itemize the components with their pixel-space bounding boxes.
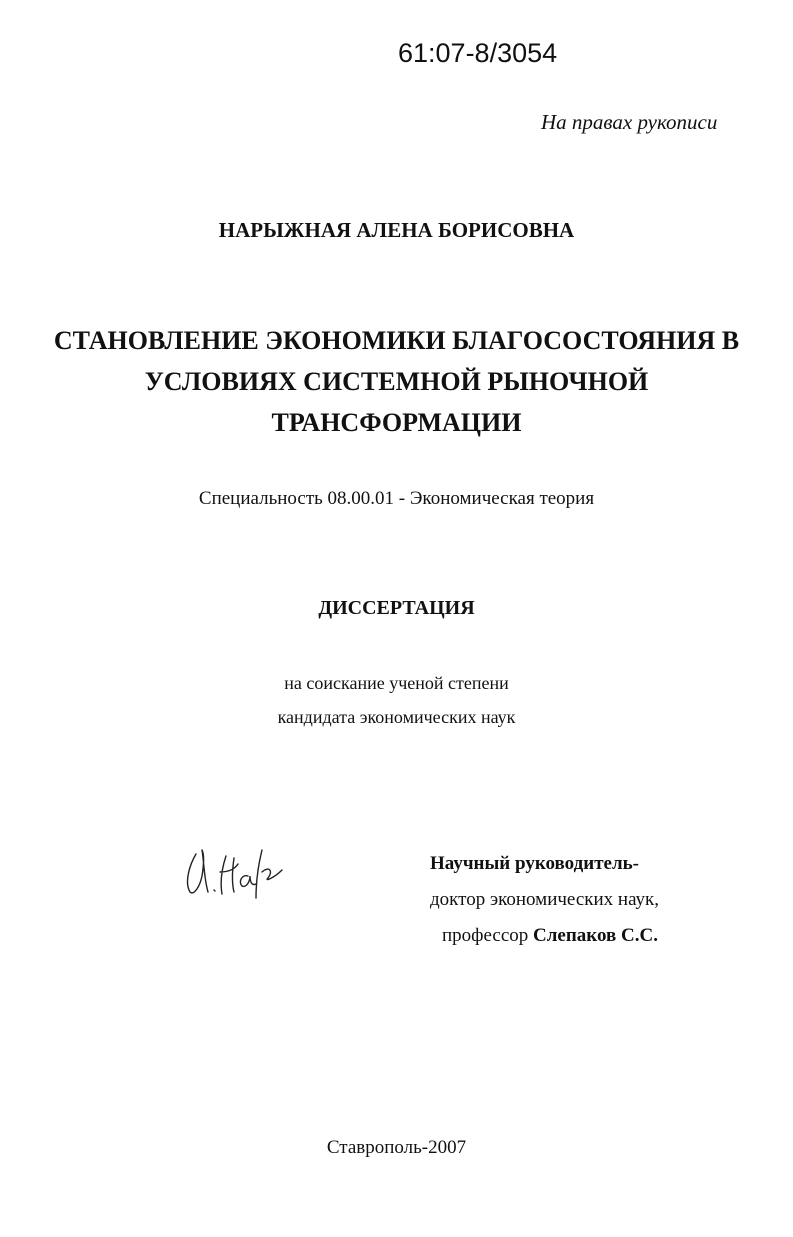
title-line: СТАНОВЛЕНИЕ ЭКОНОМИКИ БЛАГОСОСТОЯНИЯ В [53,326,740,355]
supervisor-title: профессор [442,925,529,946]
supervisor-name: Слепаков С.С. [533,925,658,946]
handwritten-signature [182,842,292,902]
degree-line: на соискание ученой степени [284,673,509,693]
supervisor-label: Научный руководитель- [430,853,639,874]
specialty: Специальность 08.00.01 - Экономическая теория [198,488,595,509]
title-line: ТРАНСФОРМАЦИИ [271,408,522,437]
degree-statement [0,666,793,734]
manuscript-note: На правах рукописи [541,110,718,134]
supervisor-degree: доктор экономических наук, [430,889,660,910]
author-name: НАРЫЖНАЯ АЛЕНА БОРИСОВНА [218,218,575,242]
supervisor-block [430,846,659,954]
registration-code: 61:07-8/3054 [398,38,558,68]
title-line: УСЛОВИЯХ СИСТЕМНОЙ РЫНОЧНОЙ [144,367,649,396]
degree-line: кандидата экономических наук [277,707,516,727]
dissertation-title [0,320,793,443]
city-year: Ставрополь-2007 [326,1137,467,1158]
document-type: ДИССЕРТАЦИЯ [318,597,475,619]
